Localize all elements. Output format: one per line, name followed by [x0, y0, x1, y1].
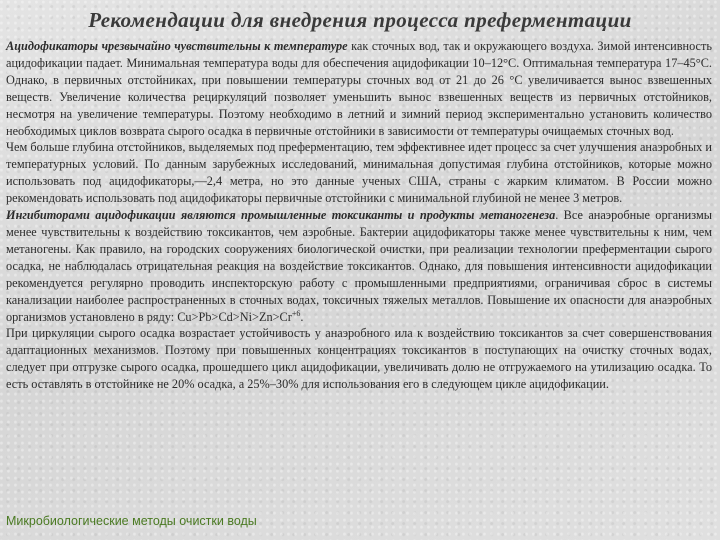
paragraph-inhibitors-text: . Все анаэробные организмы менее чувствительны к воздействию токсикантов, чем аэробные. Бактерии ацидофикаторы также менее чувствительны к ним, чем метаногены. Как правило, на городских сооружениях биологической очистки, при реализации технологии преферментации сырого осадка, не наблюдалась отрицательная реакция на воздействие токсикантов. Однако, для повышения интенсивности ацидофикации рекомендуется регулярно проводить инспекторскую работу с промышленными предприятиями, ограничивая сброс в системы канализации наиболее распространенных в сточных водах, токсичных тяжелых металлов. Повышение их опасности для анаэробных организмов установлено в ряду: Cu>Pb>Cd>Ni>Zn>Cr — [6, 208, 712, 324]
slide-footer: Микробиологические методы очистки воды — [6, 514, 257, 528]
paragraph-circulation: При циркуляции сырого осадка возрастает устойчивость у анаэробного ила к воздействию токсикантов за счет совершенствования адаптационных механизмов. Поэтому при повышенных концентрациях токсикантов в поступающих на очистку сточных водах, следует при отгрузке сырого осадка, прошедшего цикл ацидофикации, увеличивать долю не отгружаемого на утилизацию осадка. То есть оставлять в отстойнике не 20% осадка, а 25%–30% для использования его в следующем цикле ацидофикации. — [6, 326, 712, 392]
paragraph-temperature-text: как сточных вод, так и окружающего воздуха. Зимой интенсивность ацидофикации падает. Минимальная температура воды для обеспечения ацидофикации 10–12°С. Оптимальная температура 17–45°С. Однако, в первичных отстойниках, при повышении температуры сточных вод от 21 до 26 °С увеличивается вынос взвешенных веществ. Увеличение количества рециркуляций позволяет уменьшить вынос взвешенных веществ из первичных отстойников, несмотря на увеличение температуры. Поэтому необходимо в летний и зимний период экспериментально установить количество необходимых циклов возврата сырого осадка в первичные отстойники в зависимости от температуры очищаемых сточных вод. — [6, 39, 712, 138]
slide-title: Рекомендации для внедрения процесса преферментации — [88, 8, 632, 32]
paragraph-depth: Чем больше глубина отстойников, выделяемых под преферментацию, тем эффективнее идет процесс за счет улучшения анаэробных и температурных условий. По данным зарубежных исследований, минимальная допустимая глубина отстойников, которые можно использовать под ацидофикаторы,—2,4 метра, но это данные ученых США, страны с жарким климатом. В России можно рекомендовать использовать под ацидофикаторы первичные отстойники с минимальной глубиной не менее 3 метров. — [6, 140, 712, 206]
paragraph-temperature-emphasis: Ацидофикаторы чрезвычайно чувствительны к температуре — [6, 39, 348, 53]
paragraph-temperature — [6, 38, 712, 139]
paragraph-inhibitors-emphasis: Ингибиторами ацидофикации являются промышленные токсиканты и продукты метаногенеза — [6, 208, 556, 223]
chromium-valence: +6 — [291, 308, 301, 318]
paragraph-inhibitors-end: . — [300, 309, 304, 324]
paragraph-inhibitors — [6, 207, 712, 325]
slide-body — [6, 38, 712, 393]
